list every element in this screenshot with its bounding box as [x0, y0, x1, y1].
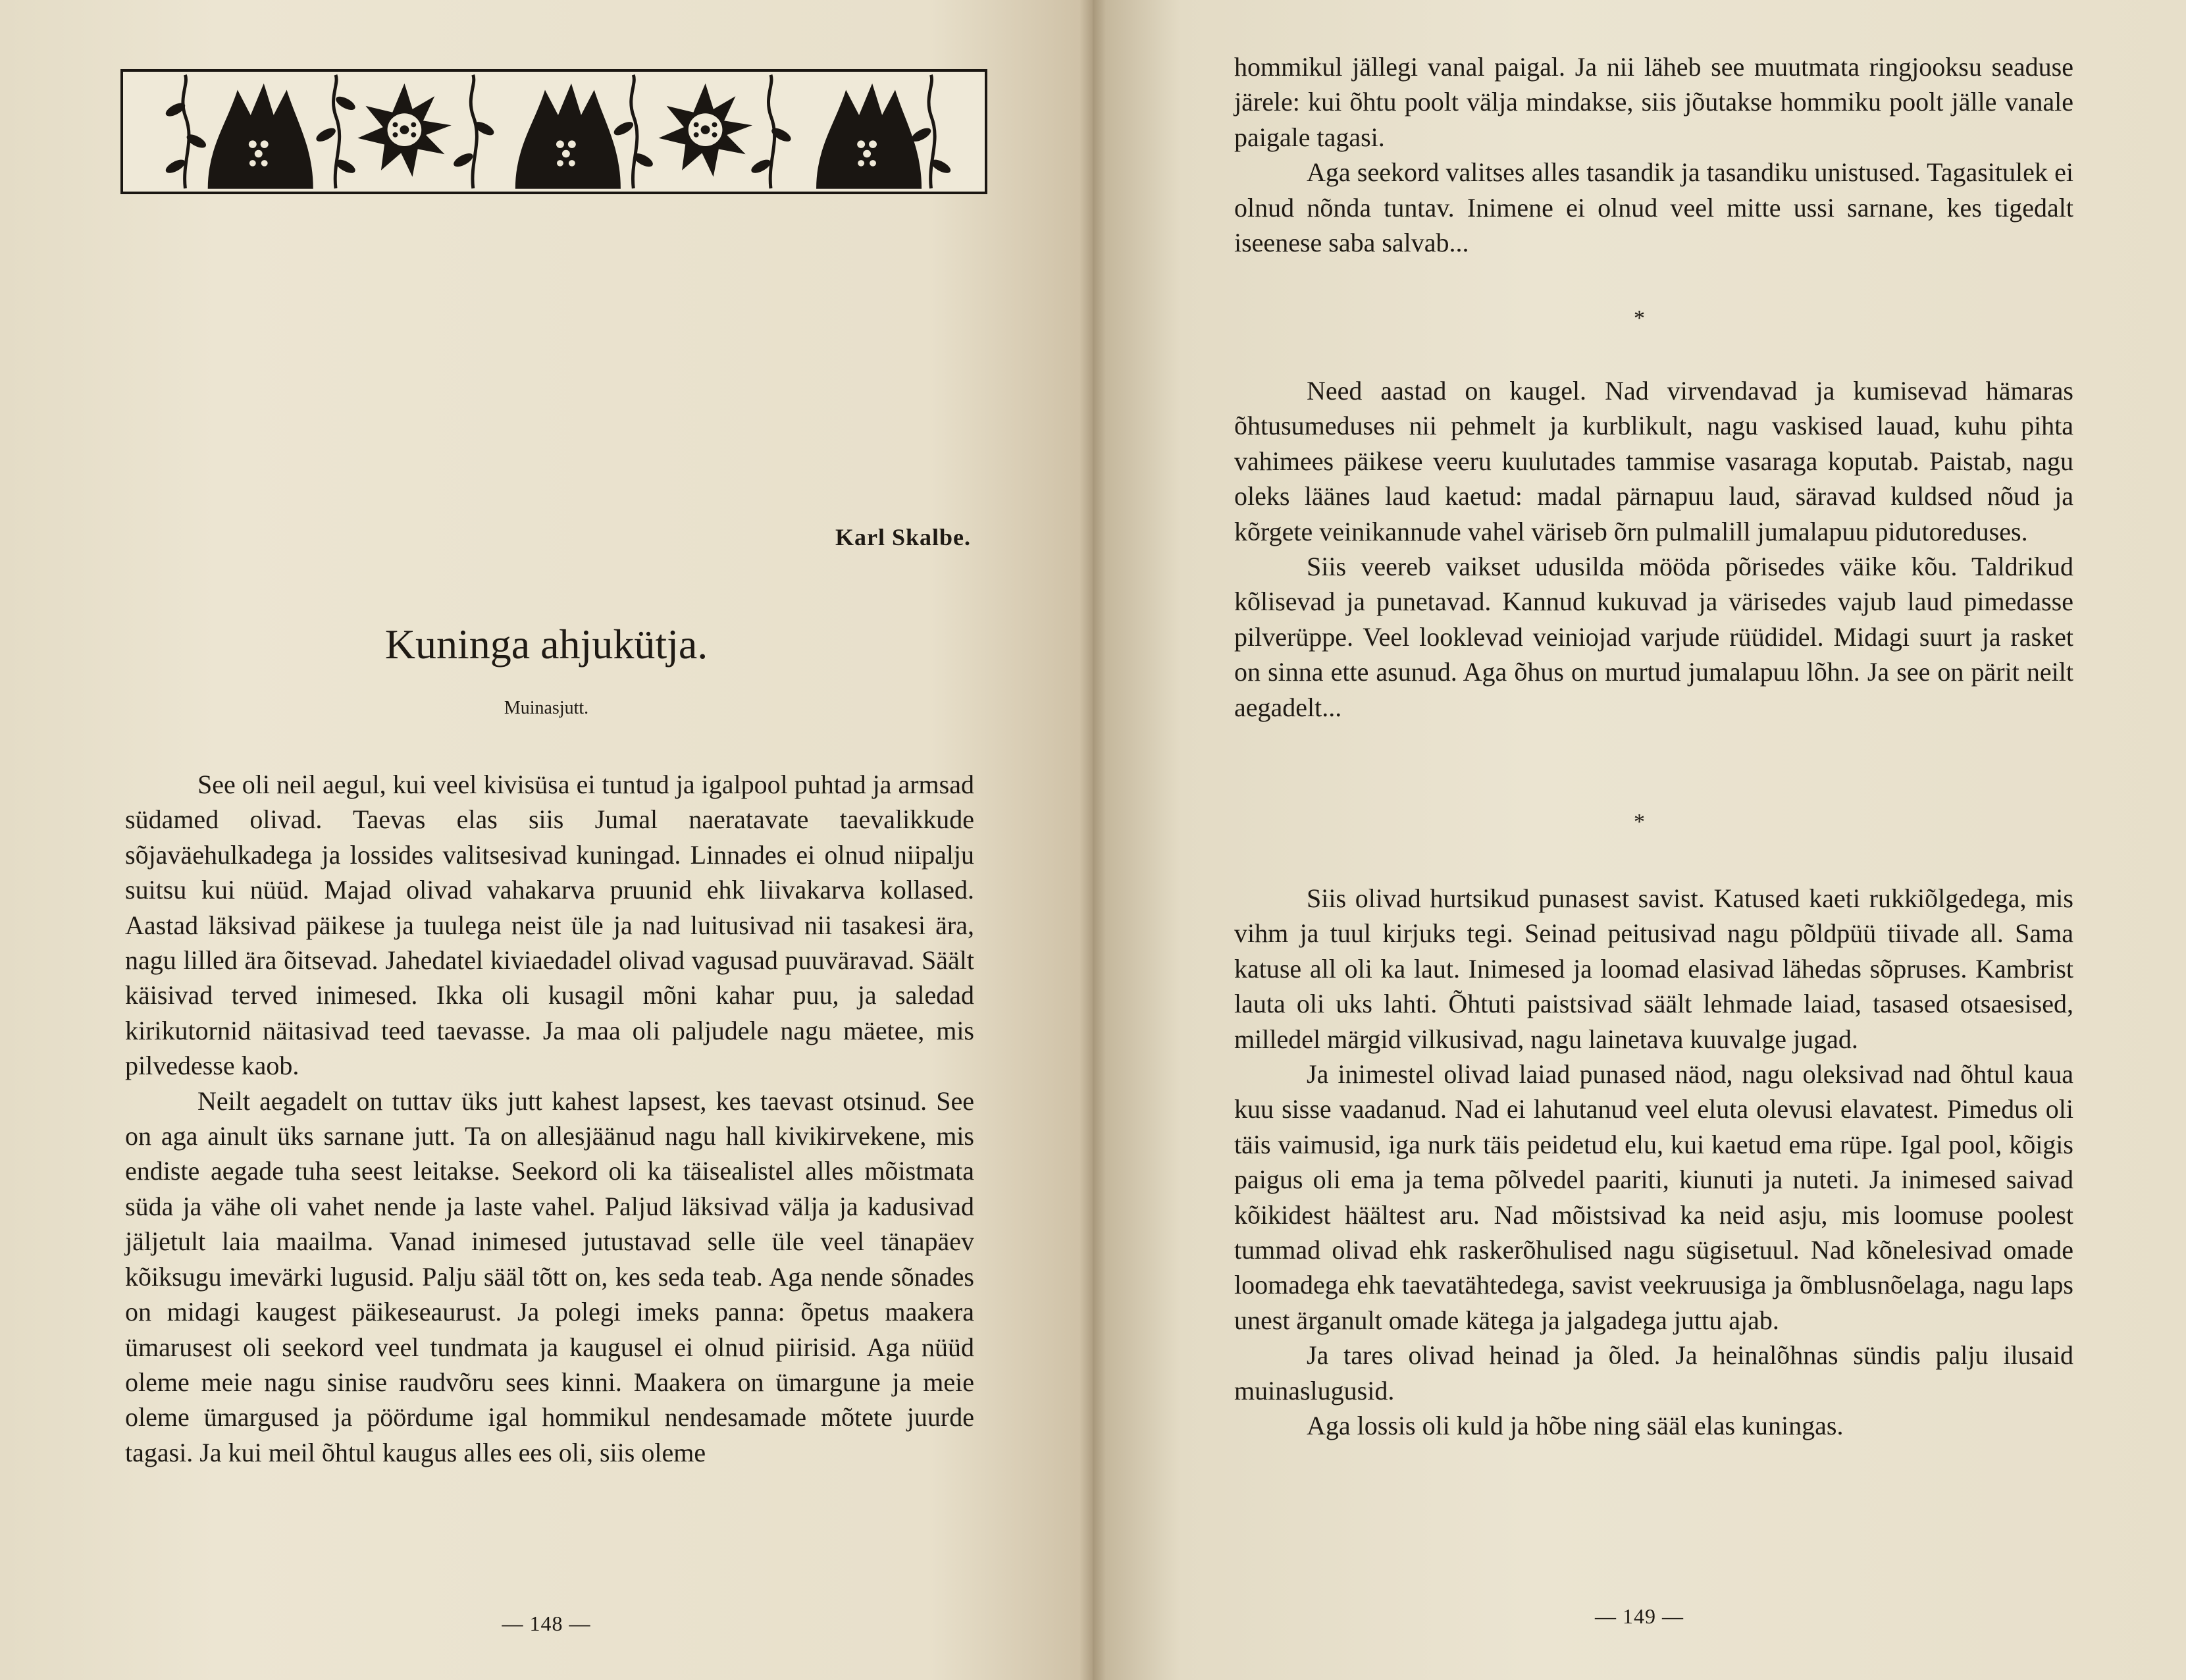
- page-number-right: — 149 —: [1595, 1604, 1684, 1628]
- paragraph: See oli neil aegul, kui veel kivisüsa ei tuntud ja igalpool puhtad ja armsad südamed olivad. Taevas elas siis Jumal naeratavate taevalikkude sõjaväehulkadega ja lossides valitsesivad kuningad. Linnades ei olnud niipalju suitsu kui nüüd. Majad olivad vahakarva pruunid ehk liivakarva kollased. Aastad läksivad päikese ja tuulega neist üle ja nad luitusivad nii tasakesi ära, nagu lilled ära õitsevad. Jahedatel kiviaedadel olivad vagusad puuväravad. Säält käisivad terved inimesed. Ikka oli kusagil mõni kahar puu, ja saledad kirikutornid näitasivad teed taevasse. Ja maa oli paljudele nagu mäetee, mis pilvedesse kaob.: [125, 770, 974, 1081]
- right-block-3: [1234, 881, 2073, 1444]
- section-separator: *: [1634, 306, 1645, 330]
- paragraph: Ja inimestel olivad laiad punased näod, nagu oleksivad nad õhtul kaua kuu sisse vaadanud. Nad ei lahutanud veel eluta olevusi elavatest. Pimedus oli täis vaimusid, iga nurk täis peidetud elu, kui kaetud ema rüpe. Igal pool, kõigis paigus oli ema ja tema põlvedel paariti, kiunuti ja nuteti. Ja inimesed saivad kõikidest häältest aru. Nad mõistsivad ka neid asju, mis loomuse poolest tummad olivad ehk raskerõhulised nagu sügisetuul. Nad kõnelesivad omade loomadega ehk taevatähtedega, savist veekruusiga ja õmblusnõelaga, nagu laps unest ärganult omade kätega ja jalgadega juttu ajab.: [1234, 1059, 2073, 1335]
- page-number-left: — 148 —: [502, 1612, 591, 1635]
- ornament-drawing: [123, 72, 985, 192]
- paragraph: Need aastad on kaugel. Nad virvendavad ja kumisevad hämaras õhtusumeduses nii pehmelt ja kurblikult, nagu vaskised lauad, kuhu pihta vahimees päikese veeru kuulutades tammise vasaraga koputab. Paistab, nagu oleks läänes laud kaetud: madal pärnapuu laud, säravad kuldsed nõud ja kõrgete veinikannude vahel väriseb õrn pulmalill jumalapuu pidutoreduses.: [1234, 376, 2073, 546]
- paragraph: Aga seekord valitses alles tasandik ja tasandiku unistused. Tagasitulek ei olnud nõnda tuntav. Inimene ei olnud veel mitte ussi sarnane, kes tigedalt iseenese saba salvab...: [1234, 157, 2073, 258]
- book-gutter: [1080, 0, 1106, 1680]
- paragraph: Siis veereb vaikset udusilda mööda põrisedes väike kõu. Taldrikud kõlisevad ja punetavad. Kannud kukuvad ja värisedes vajub laud pimedasse pilverüppe. Veel looklevad veiniojad varjude rüüdidel. Midagi suurt ja rasket on sinna ette asunud. Aga õhus on murtud jumalapuu lõhn. Ja see on pärit neilt aegadelt...: [1234, 552, 2073, 722]
- section-separator: *: [1634, 810, 1645, 834]
- author-name: Karl Skalbe.: [835, 524, 971, 550]
- paragraph: Ja tares olivad heinad ja õled. Ja heinalõhnas sündis palju ilusaid muinaslugusid.: [1234, 1340, 2073, 1405]
- story-title: Kuninga ahjukütja.: [384, 621, 708, 668]
- paragraph: hommikul jällegi vanal paigal. Ja nii läheb see muutmata ringjooksu seaduse järele: kui õhtu poolt välja mindakse, siis jõutakse hommiku poolt jälle vanale paigale tagasi.: [1234, 52, 2073, 152]
- right-block-1: [1234, 49, 2073, 260]
- floral-sun-ornament-icon: [120, 69, 987, 194]
- story-subtitle: Muinasjutt.: [504, 698, 589, 718]
- paragraph: Siis olivad hurtsikud punasest savist. Katused kaeti rukkiõlgedega, mis vihm ja tuul kirjuks tegi. Seinad peitusivad nagu põldpüü tiivade all. Sama katuse all oli ka laut. Inimesed ja loomad elasivad lähedas sõpruses. Kambrist lauta oli uks lahti. Õhtuti paistsivad säält lehmade laiad, tasased otsaesised, milledel märgid vilkusivad, nagu lainetava kuuvalge jugad.: [1234, 883, 2073, 1054]
- paragraph: Neilt aegadelt on tuttav üks jutt kahest lapsest, kes taevast otsinud. See on aga ainult üks sarnane jutt. Ta on allesjäänud nagu hall kivikirvekene, mis endiste aegade tuha seest leitakse. Seekord oli ka täisealistel alles mõistmata süda ja vähe oli vahet nende ja laste vahel. Paljud läksivad välja ja kadusivad jäljetult laia maailma. Vanad inimesed jutustavad selle üle veel tänapäev kõiksugu imevärki lugusid. Palju sääl tõtt on, kes seda teab. Aga nende sõnades on midagi kaugest päikeseaurust. Ja polegi imeks panna: õpetus maakera ümarusest oli seekord veel tundmata ja kaugusel ei olnud piirisid. Aga nüüd oleme meie nagu sinise raudvõru sees kinni. Maakera on ümargune ja meie oleme ümargused ja pöördume igal hommikul nendesamade mõtete juurde tagasi. Ja kui meil õhtul kaugus alles ees oli, siis oleme: [125, 1086, 974, 1467]
- left-body-text: [125, 767, 974, 1470]
- right-block-2: [1234, 373, 2073, 725]
- paragraph: Aga lossis oli kuld ja hõbe ning sääl elas kuningas.: [1307, 1411, 1844, 1441]
